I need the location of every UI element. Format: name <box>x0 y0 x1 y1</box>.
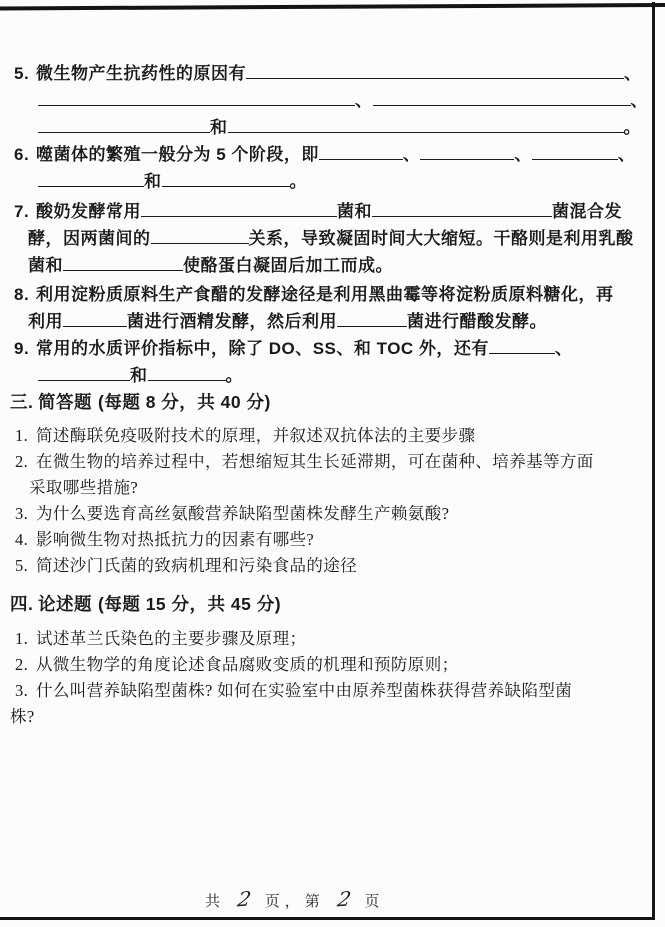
question-number: 9. <box>14 339 30 358</box>
question-line <box>0 362 656 389</box>
question-line <box>0 87 656 114</box>
item-line <box>0 678 656 704</box>
question-text: 菌和 <box>337 202 372 221</box>
question-text: 。 <box>225 366 243 385</box>
question-text: 、 <box>402 145 421 164</box>
item-text: 什么叫营养缺陷型菌株? 如何在实验室中由原养型菌株获得营养缺陷型菌 <box>36 681 573 700</box>
question-text: 、 <box>617 145 636 164</box>
item-number: 5. <box>15 556 29 575</box>
section-score: (每题 15 分，共 45 分) <box>98 594 282 614</box>
question-text: 利用淀粉质原料生产食醋的发酵途径是利用黑曲霉等将淀粉质原料糖化，再 <box>36 285 614 304</box>
answer-blank <box>38 91 355 106</box>
fill-question <box>0 60 656 141</box>
footer-label-middle: 页，第 <box>264 894 325 910</box>
question-text: 菌进行酒精发酵，然后利用 <box>127 312 337 331</box>
answer-blank <box>63 256 183 271</box>
question-line <box>0 281 656 308</box>
answer-blank <box>38 366 130 381</box>
question-text: 和 <box>130 366 148 385</box>
item-number: 3. <box>15 504 29 523</box>
item-number: 1. <box>15 426 29 445</box>
fill-question <box>0 198 656 279</box>
question-text: 利用 <box>28 312 63 331</box>
item-number: 4. <box>15 530 29 549</box>
item-text: 在微生物的培养过程中，若想缩短其生长延滞期，可在菌种、培养基等方面 <box>36 452 594 471</box>
item-line <box>0 527 656 553</box>
answer-blank <box>420 145 514 160</box>
section-title: 简答题 <box>38 392 92 412</box>
answer-blank <box>162 172 290 187</box>
question-line <box>0 141 656 168</box>
exam-section <box>0 389 656 579</box>
section-score: (每题 8 分，共 40 分) <box>98 392 271 412</box>
fill-question <box>0 141 656 195</box>
question-line <box>0 335 656 362</box>
footer-label-suffix: 页 <box>364 894 385 910</box>
answer-blank <box>319 145 403 160</box>
section-items <box>0 626 656 730</box>
question-line <box>0 198 656 225</box>
answer-blank <box>38 118 210 133</box>
question-text: 和 <box>144 172 162 191</box>
fill-question <box>0 281 656 335</box>
question-text: 和 <box>210 118 228 137</box>
item-number: 3. <box>15 681 29 700</box>
answer-blank <box>373 91 631 106</box>
question-text: 、 <box>624 64 642 83</box>
answer-blank <box>228 118 624 133</box>
item-line <box>0 553 656 579</box>
page-footer <box>205 887 396 911</box>
question-line <box>0 308 656 335</box>
item-text: 采取哪些措施? <box>29 478 139 497</box>
item-number: 2. <box>15 655 29 674</box>
item-number: 1. <box>15 629 29 648</box>
question-sections <box>0 389 656 730</box>
question-text: 。 <box>623 118 641 137</box>
item-text: 简述沙门氏菌的致病机理和污染食品的途径 <box>36 556 358 575</box>
question-text: 噬菌体的繁殖一般分为 5 个阶段，即 <box>36 145 319 164</box>
current-page-value: 2 <box>335 886 353 912</box>
item-line <box>0 626 656 652</box>
item-line <box>0 423 656 449</box>
section-marker: 三. <box>10 392 34 412</box>
question-text: 菌和 <box>28 256 63 275</box>
item-text: 试述革兰氏染色的主要步骤及原理； <box>36 629 307 648</box>
question-number: 7. <box>14 202 30 221</box>
answer-blank <box>63 312 127 327</box>
answer-blank <box>337 312 407 327</box>
answer-blank <box>372 202 552 217</box>
question-text: 关系，导致凝固时间大大缩短。干酪则是利用乳酸 <box>248 229 634 248</box>
question-text: 酸奶发酵常用 <box>36 202 141 221</box>
question-line <box>0 60 656 87</box>
question-text: 菌混合发 <box>552 202 622 221</box>
item-text: 为什么要选育高丝氨酸营养缺陷型菌株发酵生产赖氨酸? <box>36 504 450 523</box>
question-line <box>0 114 656 141</box>
question-text: 、 <box>630 91 648 110</box>
answer-blank <box>151 229 249 244</box>
item-line <box>0 475 656 501</box>
question-text: 、 <box>355 91 373 110</box>
answer-blank <box>532 145 618 160</box>
total-pages-value: 2 <box>235 886 253 912</box>
answer-blank <box>246 64 624 79</box>
footer-label-total-prefix: 共 <box>205 894 226 910</box>
item-text: 从微生物学的角度论述食品腐败变质的机理和预防原则； <box>36 655 459 674</box>
item-text: 简述酶联免疫吸附技术的原理，并叙述双抗体法的主要步骤 <box>36 426 476 445</box>
section-marker: 四. <box>10 594 34 614</box>
section-items <box>0 423 656 579</box>
section-heading <box>0 389 656 416</box>
item-line <box>0 652 656 678</box>
question-text: 。 <box>289 172 307 191</box>
answer-blank <box>141 202 337 217</box>
question-line <box>0 225 656 252</box>
question-text: 、 <box>554 339 573 358</box>
question-text: 菌进行醋酸发酵。 <box>407 312 547 331</box>
question-number: 5. <box>14 64 30 83</box>
question-text: 微生物产生抗药性的原因有 <box>36 64 246 83</box>
question-number: 8. <box>14 285 30 304</box>
answer-blank <box>38 172 144 187</box>
answer-blank <box>148 366 226 381</box>
answer-blank <box>489 339 555 354</box>
question-line <box>0 252 656 279</box>
page-border-top <box>0 3 665 10</box>
item-line <box>0 704 656 730</box>
question-text: 使酪蛋白凝固后加工而成。 <box>183 256 393 275</box>
question-line <box>0 168 656 195</box>
item-line <box>0 449 656 475</box>
section-title: 论述题 <box>38 594 92 614</box>
section-heading <box>0 591 656 618</box>
page-border-bottom <box>0 917 655 920</box>
question-text: 酵，因两菌间的 <box>28 229 151 248</box>
fill-in-blank-questions <box>0 60 656 389</box>
item-number: 2. <box>15 452 29 471</box>
question-number: 6. <box>14 145 30 164</box>
item-text: 株? <box>10 707 35 726</box>
question-text: 、 <box>514 145 532 164</box>
exam-content <box>0 60 656 730</box>
fill-question <box>0 335 656 389</box>
item-line <box>0 501 656 527</box>
question-text: 常用的水质评价指标中，除了 DO、SS、和 TOC 外，还有 <box>36 339 489 358</box>
exam-section <box>0 591 656 730</box>
item-text: 影响微生物对热抵抗力的因素有哪些? <box>36 530 315 549</box>
